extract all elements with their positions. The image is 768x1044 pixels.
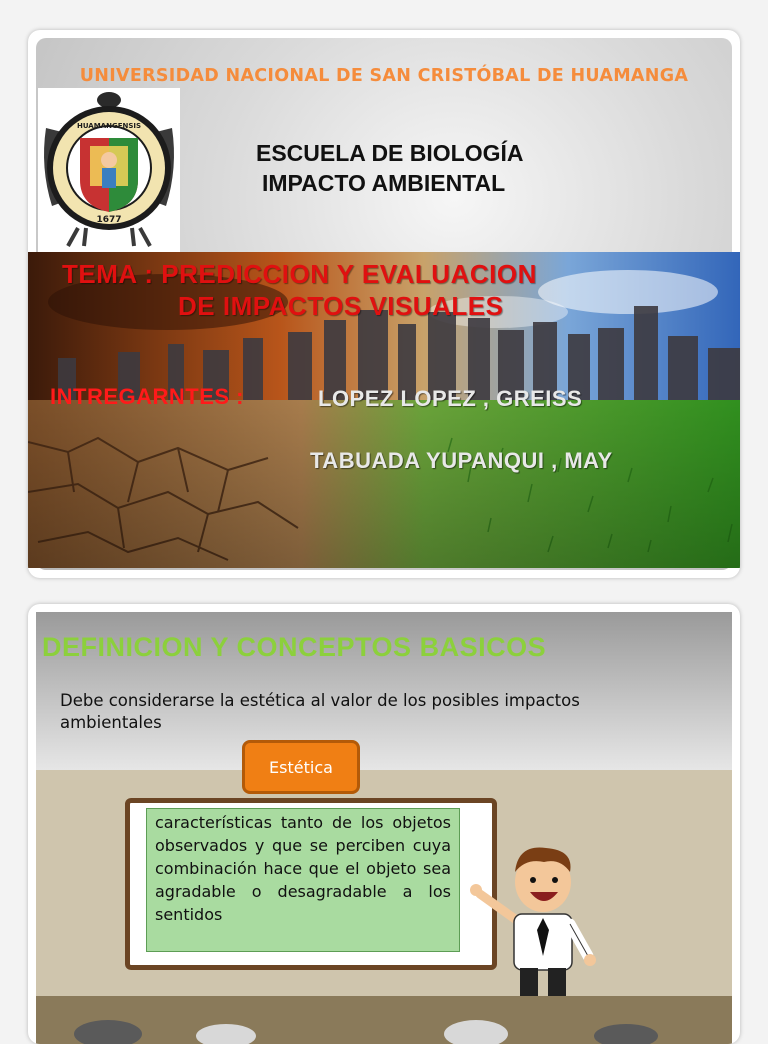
definition-box: características tanto de los objetos observados y que se perciben cuya combinación hace que el objeto sea agradable o desagradable a los sentidos [146,808,460,952]
member-name-1: LOPEZ LOPEZ , GREISS [318,386,583,411]
presentation-theme [62,258,712,322]
estetica-tag: Estética [242,740,360,794]
section-title: DEFINICION Y CONCEPTOS BASICOS [42,632,547,662]
stools-icon [36,1012,732,1044]
school-name: ESCUELA DE BIOLOGÍA [256,140,524,166]
theme-line-2: DE IMPACTOS VISUALES [178,291,504,321]
svg-text:1677: 1677 [96,215,122,225]
teacher-figure-icon [460,838,620,998]
definition-slide [28,604,740,1044]
course-name: IMPACTO AMBIENTAL [262,170,506,196]
member-name-2: TABUADA YUPANQUI , MAY [310,448,613,473]
intro-line-2: ambientales [60,713,162,732]
intro-text [60,690,680,734]
university-name: UNIVERSIDAD NACIONAL DE SAN CRISTÓBAL DE HUAMANGA [79,66,689,86]
school-heading [256,138,636,198]
climate-contrast-image [28,252,740,568]
members-label: INTREGARNTES : [50,384,244,409]
svg-text:HUAMANGENSIS: HUAMANGENSIS [76,122,142,130]
university-seal [38,88,180,252]
intro-line-1: Debe considerarse la estética al valor de los posibles impactos [60,691,580,710]
seal-emblem-icon [38,88,180,252]
theme-line-1: TEMA : PREDICCION Y EVALUACION [62,259,537,289]
title-slide [28,30,740,578]
